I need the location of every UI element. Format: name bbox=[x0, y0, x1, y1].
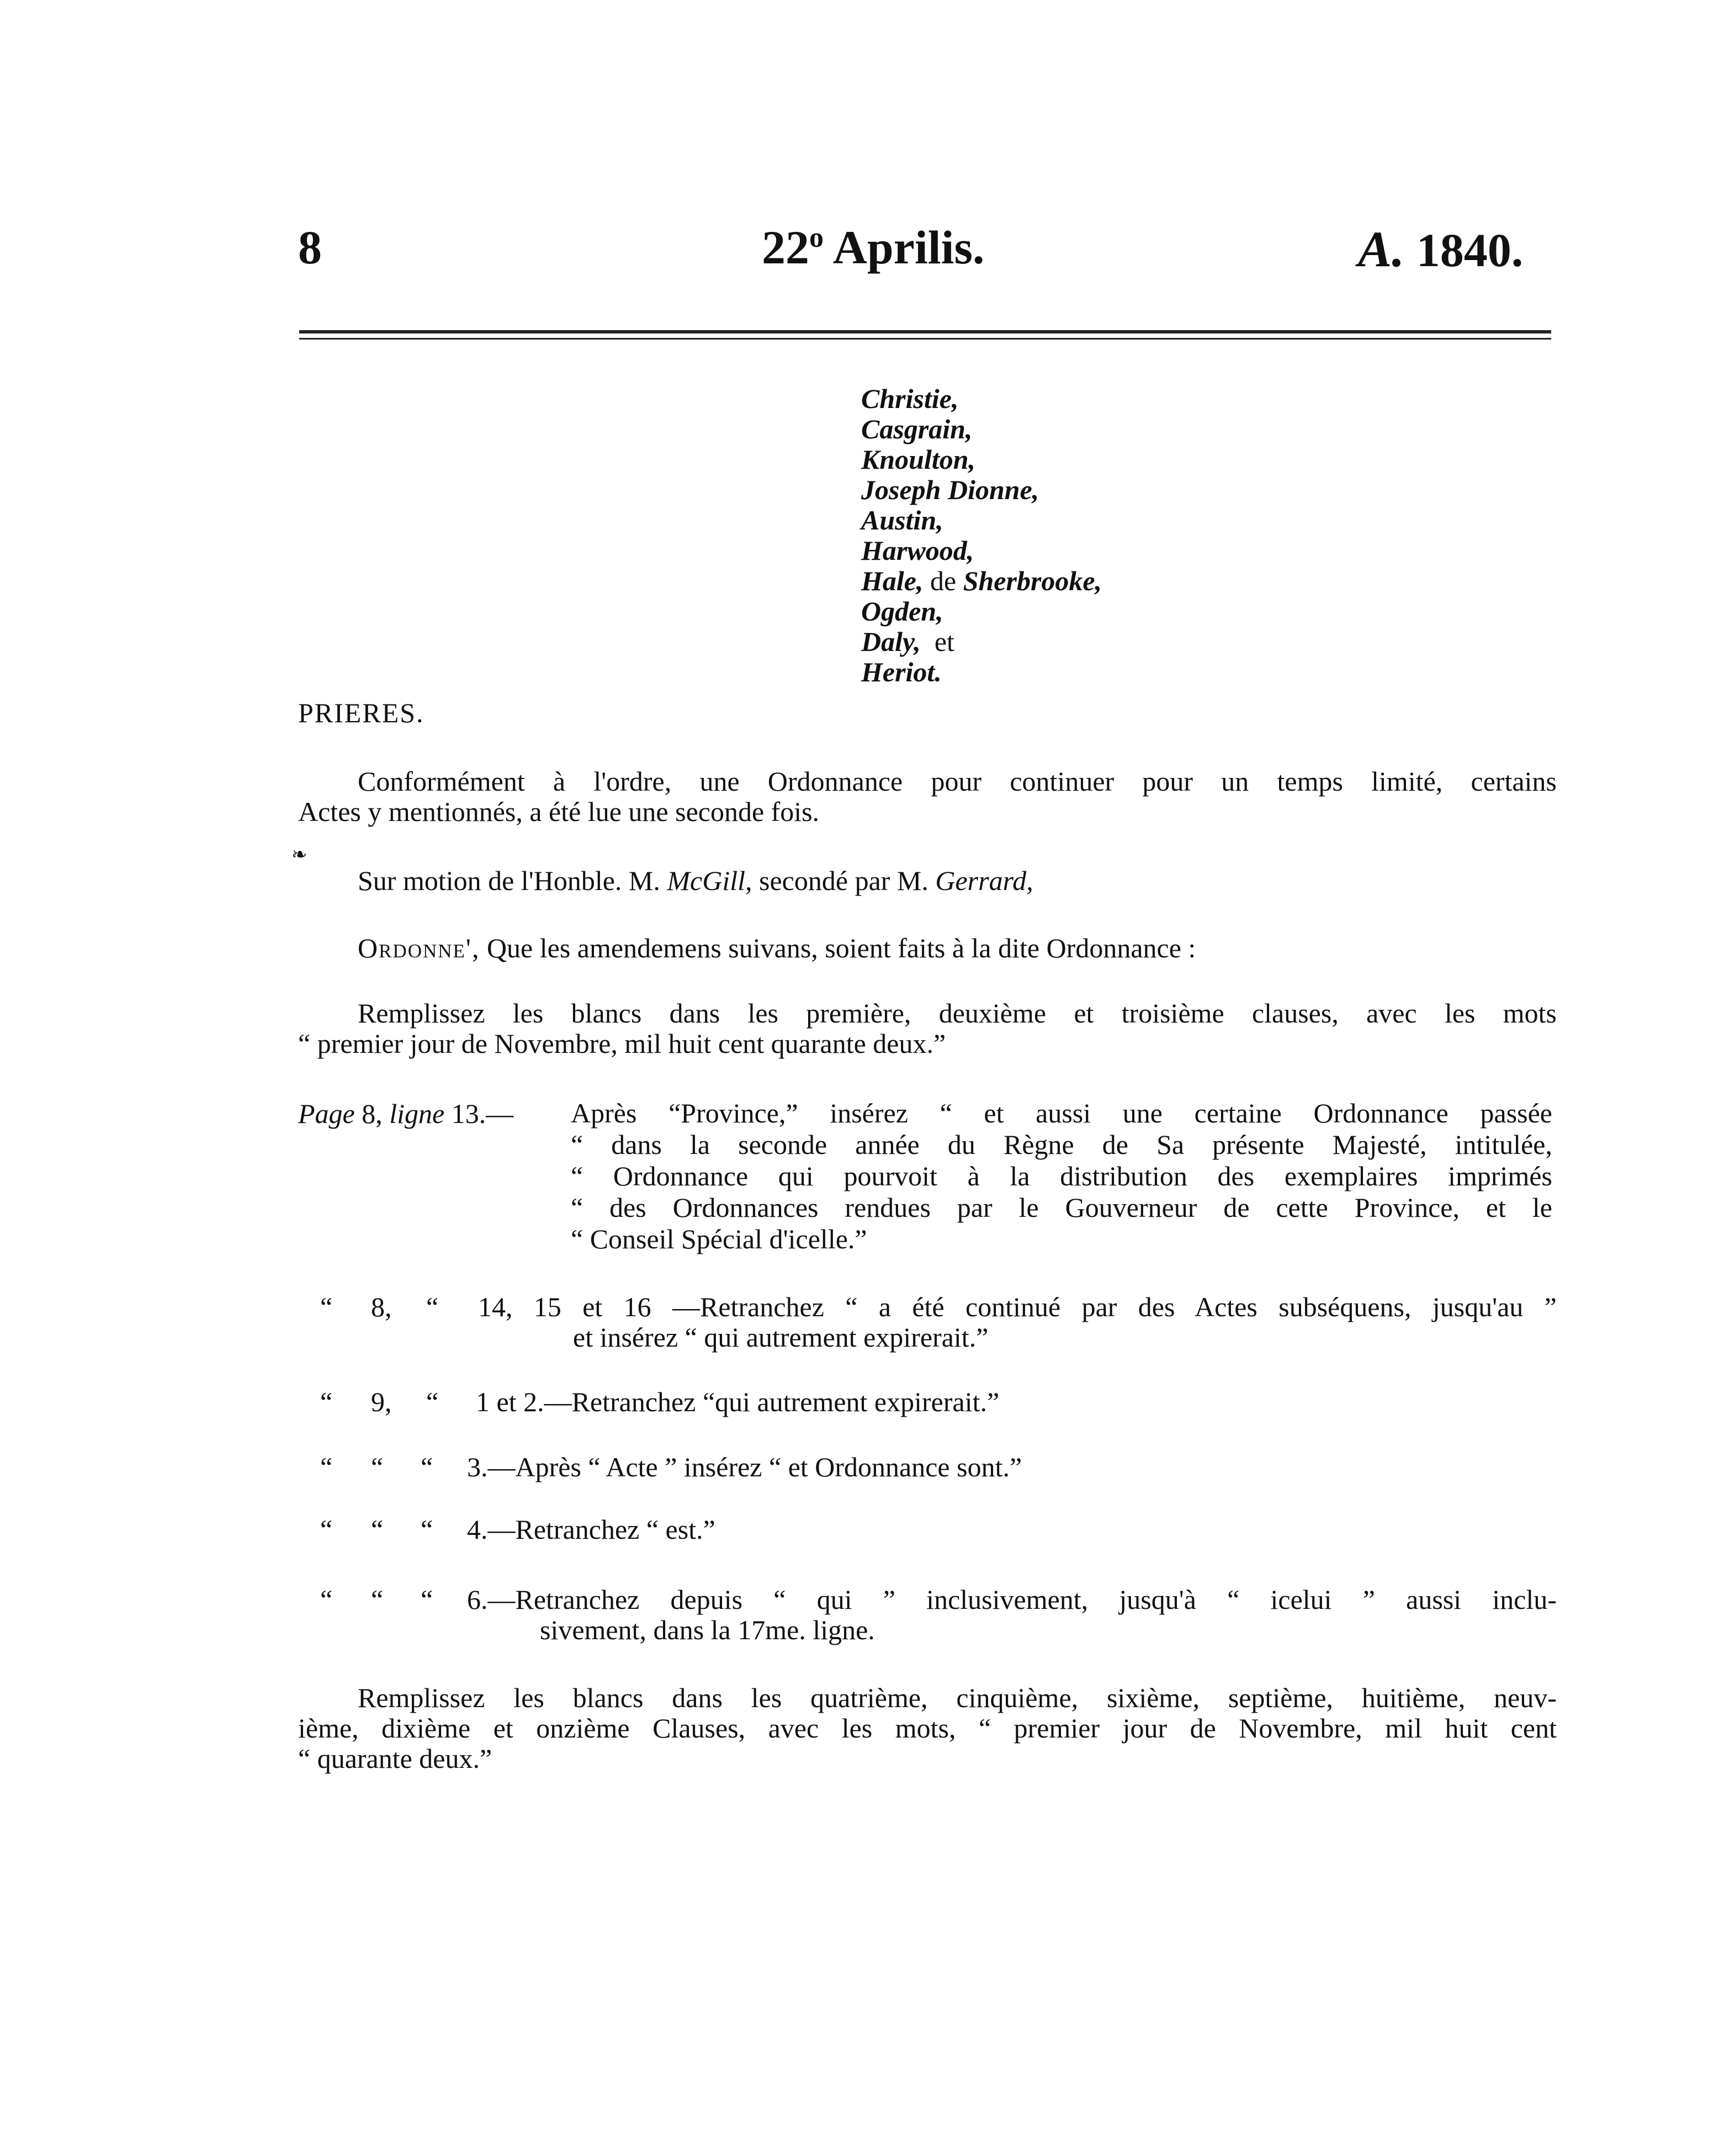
motion-mover: McGill, bbox=[667, 865, 752, 896]
motion-prefix: Sur motion de l'Honble. M. bbox=[358, 865, 660, 896]
member-name-text: Heriot. bbox=[861, 656, 942, 687]
page-number: 8 bbox=[298, 221, 322, 274]
header-date bbox=[762, 221, 985, 274]
amendment-line: 6.—Retranchez depuis “ qui ” inclusivement, jusqu'à “ icelui ” aussi inclu- bbox=[467, 1584, 1557, 1615]
member-name-text: Ogden, bbox=[861, 596, 943, 627]
paragraph-line: Actes y mentionnés, a été lue une seconde fois. bbox=[298, 796, 820, 827]
amendment-line: 3.—Après “ Acte ” insérez “ et Ordonnance sont.” bbox=[467, 1452, 1022, 1482]
member-name-text: Hale, bbox=[861, 565, 924, 596]
date-day: 22 bbox=[762, 221, 809, 274]
page-reference-body bbox=[571, 1098, 1552, 1255]
amendment-text bbox=[478, 1292, 1557, 1353]
year-value: 1840. bbox=[1416, 224, 1524, 277]
member-joiner: et bbox=[920, 626, 954, 657]
member-name bbox=[861, 505, 1102, 536]
header-rule-thick bbox=[299, 330, 1551, 333]
page-ref-number: 8, bbox=[362, 1098, 383, 1129]
ditto-mark: “ bbox=[320, 1452, 333, 1482]
paragraph-line: Remplissez les blancs dans les quatrième, cinquième, sixième, septième, huitième, neuv- bbox=[358, 1682, 1557, 1713]
ordonne-line bbox=[358, 933, 1196, 963]
paragraph-later-clauses bbox=[298, 1683, 1557, 1774]
member-name bbox=[861, 627, 1102, 657]
date-month: Aprilis. bbox=[832, 221, 985, 274]
member-name-text: Joseph Dionne, bbox=[861, 474, 1039, 505]
member-name bbox=[861, 384, 1102, 414]
amendment-line: 14, 15 et 16 —Retranchez “ a été continué par des Actes subséquens, jusqu'au ” bbox=[478, 1291, 1557, 1322]
ordonne-body: Que les amendemens suivans, soient faits à la dite Ordonnance : bbox=[486, 933, 1196, 963]
ordonne-lead: Ordonne', bbox=[358, 933, 480, 963]
members-list bbox=[861, 384, 1102, 687]
amendment-line: “ Ordonnance qui pourvoit à la distribution des exemplaires imprimés bbox=[571, 1161, 1552, 1191]
ditto-mark: “ bbox=[320, 1584, 333, 1615]
motion-middle: secondé par M. bbox=[759, 865, 928, 896]
page-reference-label bbox=[298, 1098, 513, 1130]
member-name-text: Christie, bbox=[861, 383, 959, 414]
prieres-heading: PRIERES. bbox=[298, 697, 424, 728]
amendment-page: 9, bbox=[371, 1386, 392, 1417]
date-superscript: o bbox=[809, 222, 824, 253]
paragraph-line: Conformément à l'ordre, une Ordonnance pour continuer pour un temps limité, certains bbox=[358, 766, 1557, 797]
amendment-line: sivement, dans la 17me. ligne. bbox=[540, 1614, 875, 1645]
motion-line bbox=[358, 866, 1033, 896]
member-name bbox=[861, 536, 1102, 566]
ditto-mark: “ bbox=[371, 1452, 384, 1482]
member-name bbox=[861, 596, 1102, 627]
ditto-mark: “ bbox=[426, 1291, 439, 1322]
ditto-mark: “ bbox=[320, 1386, 333, 1417]
paragraph-first-clauses bbox=[298, 998, 1557, 1059]
paragraph-line: ième, dixième et onzième Clauses, avec les mots, “ premier jour de Novembre, mil huit cent bbox=[298, 1713, 1557, 1744]
member-name-text: Casgrain, bbox=[861, 414, 973, 444]
ditto-mark: “ bbox=[320, 1514, 333, 1545]
member-name-text: Harwood, bbox=[861, 535, 974, 566]
amendment-text bbox=[467, 1585, 1557, 1645]
ditto-mark: “ bbox=[320, 1291, 333, 1322]
amendment-page: 8, bbox=[371, 1291, 392, 1322]
amendment-line: et insérez “ qui autrement expirerait.” bbox=[573, 1322, 989, 1353]
ditto-mark: “ bbox=[421, 1514, 433, 1545]
ditto-mark: “ bbox=[421, 1584, 433, 1615]
paragraph-line: “ premier jour de Novembre, mil huit cent quarante deux.” bbox=[298, 1028, 946, 1059]
year-prefix: A. bbox=[1358, 221, 1405, 277]
member-name bbox=[861, 475, 1102, 505]
ordonne-text bbox=[358, 933, 1196, 963]
page-label: Page bbox=[298, 1098, 355, 1129]
header-rule-thin bbox=[299, 338, 1551, 340]
paragraph-second-reading bbox=[298, 766, 1557, 827]
member-name-text: Knoulton, bbox=[861, 444, 976, 475]
member-name bbox=[861, 444, 1102, 475]
motion-text bbox=[358, 866, 1033, 896]
amendment-line: “ des Ordonnances rendues par le Gouverneur de cette Province, et le bbox=[571, 1192, 1552, 1223]
printer-mark: ❧ bbox=[291, 845, 307, 865]
member-name bbox=[861, 414, 1102, 444]
paragraph-line: Remplissez les blancs dans les première, deuxième et troisième clauses, avec les mots bbox=[358, 998, 1557, 1029]
ditto-mark: “ bbox=[371, 1584, 384, 1615]
ligne-label: ligne bbox=[389, 1098, 445, 1129]
amendment-line: Après “Province,” insérez “ et aussi une certaine Ordonnance passée bbox=[571, 1098, 1552, 1129]
amendment-line: “ Conseil Spécial d'icelle.” bbox=[571, 1223, 867, 1254]
member-name bbox=[861, 566, 1102, 596]
member-suffix: Sherbrooke, bbox=[963, 565, 1102, 596]
member-name-text: Austin, bbox=[861, 505, 943, 536]
header-year bbox=[1358, 221, 1524, 277]
amendment-line: 4.—Retranchez “ est.” bbox=[467, 1514, 715, 1545]
ligne-number: 13.— bbox=[451, 1098, 514, 1129]
amendment-line: “ dans la seconde année du Règne de Sa présente Majesté, intitulée, bbox=[571, 1129, 1552, 1160]
ditto-mark: “ bbox=[371, 1514, 384, 1545]
member-joiner: de bbox=[923, 565, 963, 596]
motion-seconder: Gerrard, bbox=[935, 865, 1033, 896]
ditto-mark: “ bbox=[421, 1452, 433, 1482]
amendment-line: 1 et 2.—Retranchez “qui autrement expirerait.” bbox=[476, 1386, 1000, 1417]
member-name bbox=[861, 657, 1102, 687]
ditto-mark: “ bbox=[426, 1386, 439, 1417]
member-name-text: Daly, bbox=[861, 626, 921, 657]
paragraph-line: “ quarante deux.” bbox=[298, 1743, 492, 1774]
